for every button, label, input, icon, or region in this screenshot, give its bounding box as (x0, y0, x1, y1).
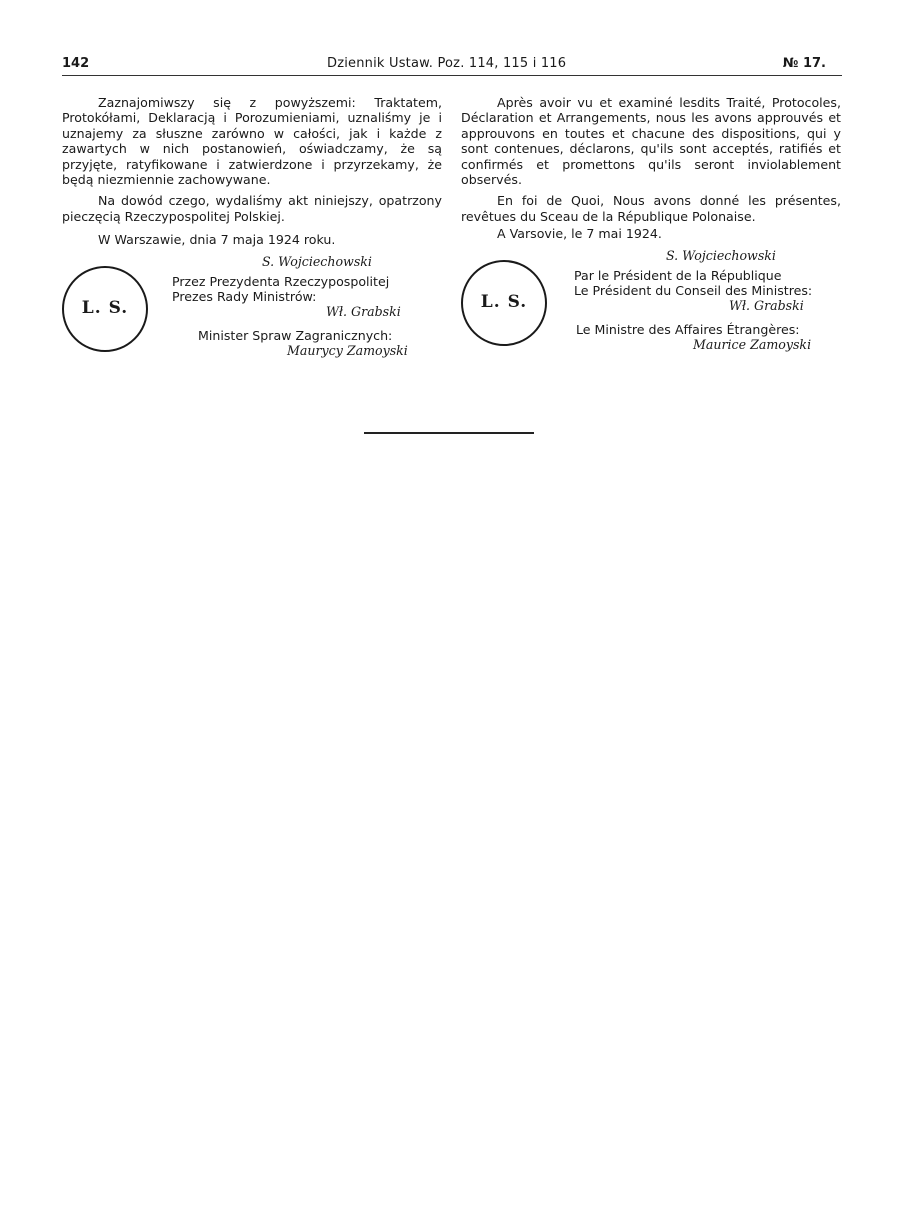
polish-paragraph-2: Na dowód czego, wydaliśmy akt niniejszy, opatrzony pieczęcią Rzeczypospolitej Polskiej. (62, 193, 442, 224)
polish-on-behalf-line-2: Prezes Rady Ministrów: (172, 288, 317, 304)
closing-rule (364, 432, 534, 434)
polish-signature-block (62, 254, 442, 374)
journal-title: Dziennik Ustaw. Poz. 114, 115 i 116 (327, 56, 567, 71)
polish-president-signature: S. Wojciechowski (262, 253, 372, 269)
issue-number: № 17. (782, 56, 826, 71)
french-on-behalf-line-1: Par le Président de la République (574, 267, 782, 283)
page-number: 142 (62, 56, 90, 71)
french-on-behalf-line-2: Le Président du Conseil des Ministres: (574, 282, 813, 298)
french-seal (461, 260, 547, 346)
french-paragraph-1: Après avoir vu et examiné lesdits Traité, Protocoles, Déclaration et Arrangements, nous les avons approuvés et approuvons en toutes et chacune des dispositions, qui y sont contenues, déclarons, qu'ils sont acceptés, ratifiés et confirmés et promettons qu'ils seront inviolablement observés. (461, 95, 841, 188)
polish-minister-title: Minister Spraw Zagranicznych: (198, 327, 393, 343)
header-rule (62, 75, 842, 76)
polish-date-line: W Warszawie, dnia 7 maja 1924 roku. (98, 232, 336, 248)
french-signature-block (461, 248, 841, 368)
polish-on-behalf-line-1: Przez Prezydenta Rzeczypospolitej (172, 273, 390, 289)
french-pm-signature: Wł. Grabski (729, 297, 804, 313)
polish-seal-label: L. S. (81, 297, 129, 318)
french-date-line: A Varsovie, le 7 mai 1924. (497, 226, 662, 242)
polish-pm-signature: Wł. Grabski (326, 303, 401, 319)
polish-paragraph-1: Zaznajomiwszy się z powyższemi: Traktatem, Protokółami, Deklaracją i Porozumieniami, uznaliśmy je i uznajemy za słuszne zarówno w całości, jak i każde z zawartych w nich postanowień, oświadczamy, że są przyjęte, ratyfikowane i zatwierdzone i przyrzekamy, że będą niezmiennie zachowywane. (62, 95, 442, 188)
french-seal-label: L. S. (480, 291, 528, 312)
polish-minister-signature: Maurycy Zamoyski (287, 342, 408, 358)
polish-column (62, 95, 442, 374)
french-minister-title: Le Ministre des Affaires Étrangères: (576, 321, 800, 337)
french-paragraph-2: En foi de Quoi, Nous avons donné les présentes, revêtues du Sceau de la République Polonaise. (461, 193, 841, 224)
french-minister-signature: Maurice Zamoyski (693, 336, 812, 352)
page-header (62, 56, 842, 72)
french-president-signature: S. Wojciechowski (666, 247, 776, 263)
french-column (461, 95, 841, 368)
polish-seal (62, 266, 148, 352)
